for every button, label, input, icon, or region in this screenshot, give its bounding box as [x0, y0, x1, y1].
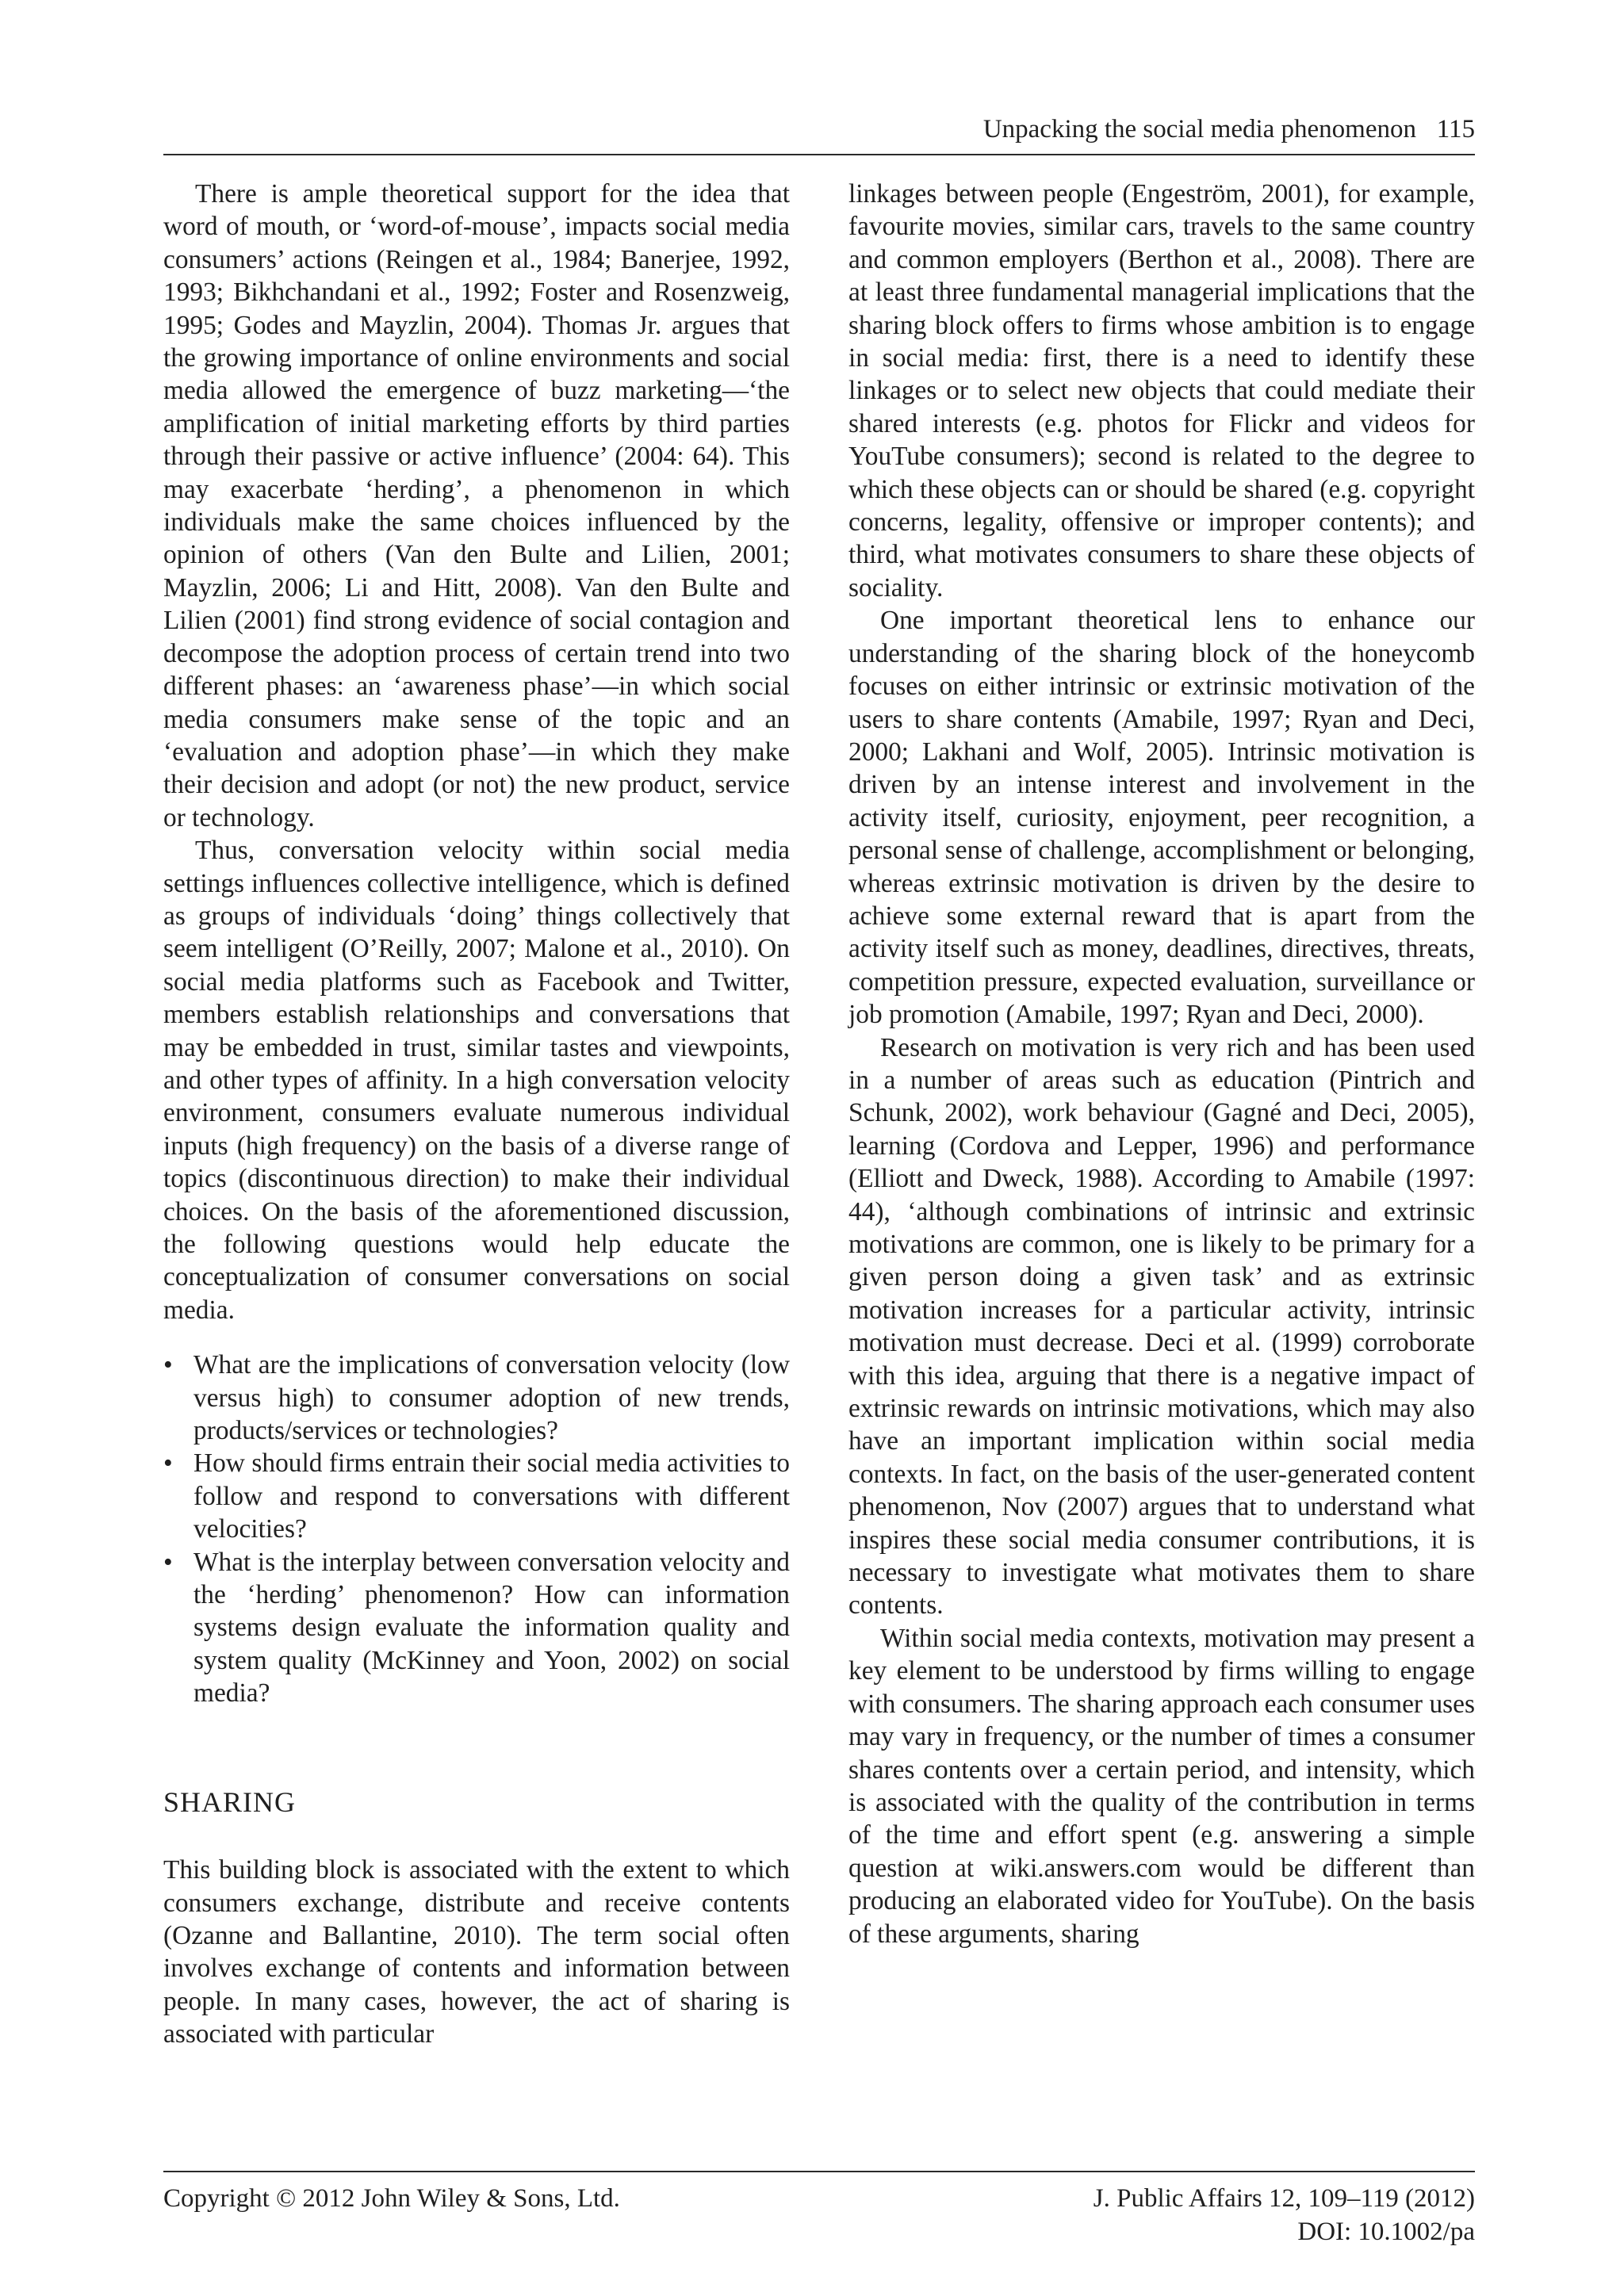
running-title: Unpacking the social media phenomenon — [982, 115, 1416, 144]
body-paragraph: Research on motivation is very rich and has been used in a number of areas such as education (Pintrich and Schunk, 2002), work behaviour (Gagné and Deci, 2005), learning (Cordova and Lepper, 1996) and performance (Elliott and Dweck, 1988). According to Amabile (1997: 44), ‘although combinations of intrinsic and extrinsic motivations are common, one is likely to be primary for a given person doing a given task’ and as extrinsic motivation increases for a particular activity, intrinsic motivation must decrease. Deci et al. (1999) corroborate with this idea, arguing that there is a negative impact of extrinsic rewards on intrinsic motivations, which may also have an important implication within social media contexts. In fact, on the basis of the user-generated content phenomenon, Nov (2007) argues that to understand what inspires these social media consumer contributions, it is necessary to investigate what motivates them to share contents. — [848, 1032, 1475, 1621]
body-paragraph: Thus, conversation velocity within social media settings influences collective intelligence, which is defined as groups of individuals ‘doing’ things collectively that seem intelligent (O’Reilly, 2007; Malone et al., 2010). On social media platforms such as Facebook and Twitter, members establish relationships and conversations that may be embedded in trust, similar tastes and viewpoints, and other types of affinity. In a high conversation velocity environment, consumers evaluate numerous individual inputs (high frequency) on the basis of a diverse range of topics (discontinuous direction) to make their individual choices. On the basis of the aforementioned discussion, the following questions would help educate the conceptualization of consumer conversations on social media. — [163, 836, 790, 1325]
body-paragraph: There is ample theoretical support for the idea that word of mouth, or ‘word-of-mouse’, impacts social media consumers’ actions (Reingen et al., 1984; Banerjee, 1992, 1993; Bikhchandani et al., 1992; Foster and Rosenzweig, 1995; Godes and Mayzlin, 2004). Thomas Jr. argues that the growing importance of online environments and social media allowed the emergence of buzz marketing—‘the amplification of initial marketing efforts by third parties through their passive or active influence’ (2004: 64). This may exacerbate ‘herding’, a phenomenon in which individuals make the same choices influenced by the opinion of others (Van den Bulte and Lilien, 2001; Mayzlin, 2006; Li and Hitt, 2008). Van den Bulte and Lilien (2001) find strong evidence of social contagion and decompose the adoption process of certain trend into two different phases: an ‘awareness phase’—in which social media consumers make sense of the topic and an ‘evaluation and adoption phase’—in which they make their decision and adopt (or not) the new product, service or technology. — [163, 179, 790, 832]
body-paragraph: This building block is associated with the extent to which consumers exchange, distribute and receive contents (Ozanne and Ballantine, 2010). The term social often involves exchange of contents and information between people. In many cases, however, the act of sharing is associated with particular — [163, 1855, 790, 2049]
left-column — [163, 178, 790, 2051]
page-footer — [163, 2171, 1475, 2246]
section-heading: SHARING — [163, 1785, 297, 1818]
right-column — [848, 178, 1475, 1950]
copyright-notice: Copyright © 2012 John Wiley & Sons, Ltd. — [163, 2184, 620, 2213]
body-paragraph: Within social media contexts, motivation may present a key element to be understood by firms willing to engage with consumers. The sharing approach each consumer uses may vary in frequency, or the number of times a consumer shares contents over a certain period, and intensity, which is associated with the quality of the contribution in terms of the time and effort spent (e.g. answering a simple question at wiki.answers.com would be different than producing an elaborated video for YouTube). On the basis of these arguments, sharing — [848, 1623, 1475, 1949]
running-header — [163, 109, 1475, 155]
body-paragraph: One important theoretical lens to enhance our understanding of the sharing block of the honeycomb focuses on either intrinsic or extrinsic motivation of the users to share contents (Amabile, 1997; Ryan and Deci, 2000; Lakhani and Wolf, 2005). Intrinsic motivation is driven by an intense interest and involvement in the activity itself, curiosity, enjoyment, peer recognition, a personal sense of challenge, accomplishment or belonging, whereas extrinsic motivation is driven by the desire to achieve some external reward that is apart from the activity itself such as money, deadlines, directives, threats, competition pressure, expected evaluation, surveillance or job promotion (Amabile, 1997; Ryan and Deci, 2000). — [848, 606, 1475, 1030]
list-item: • How should firms entrain their social media activities to follow and respond to conversations with different velocities? — [163, 1447, 790, 1545]
list-item: • What is the interplay between conversation velocity and the ‘herding’ phenomenon? How can information systems design evaluate the information quality and system quality (McKinney and Yoon, 2002) on social media? — [163, 1546, 790, 1710]
body-paragraph: linkages between people (Engeström, 2001), for example, favourite movies, similar cars, travels to the same country and common employers (Berthon et al., 2008). There are at least three fundamental managerial implications that the sharing block offers to firms whose ambition is to engage in social media: first, there is a need to identify these linkages or to select new objects that could mediate their shared interests (e.g. photos for Flickr and videos for YouTube consumers); second is related to the degree to which these objects can or should be shared (e.g. copyright concerns, legality, offensive or improper contents); and third, what motivates consumers to share these objects of sociality. — [848, 179, 1475, 603]
journal-citation: J. Public Affairs 12, 109–119 (2012) — [1093, 2184, 1475, 2213]
page-number: 115 — [1436, 115, 1475, 144]
research-questions-list — [163, 1349, 790, 1709]
doi: DOI: 10.1002/pa — [1297, 2218, 1475, 2246]
list-item: • What are the implications of conversation velocity (low versus high) to consumer adoption of new trends, products/services or technologies? — [163, 1349, 790, 1447]
